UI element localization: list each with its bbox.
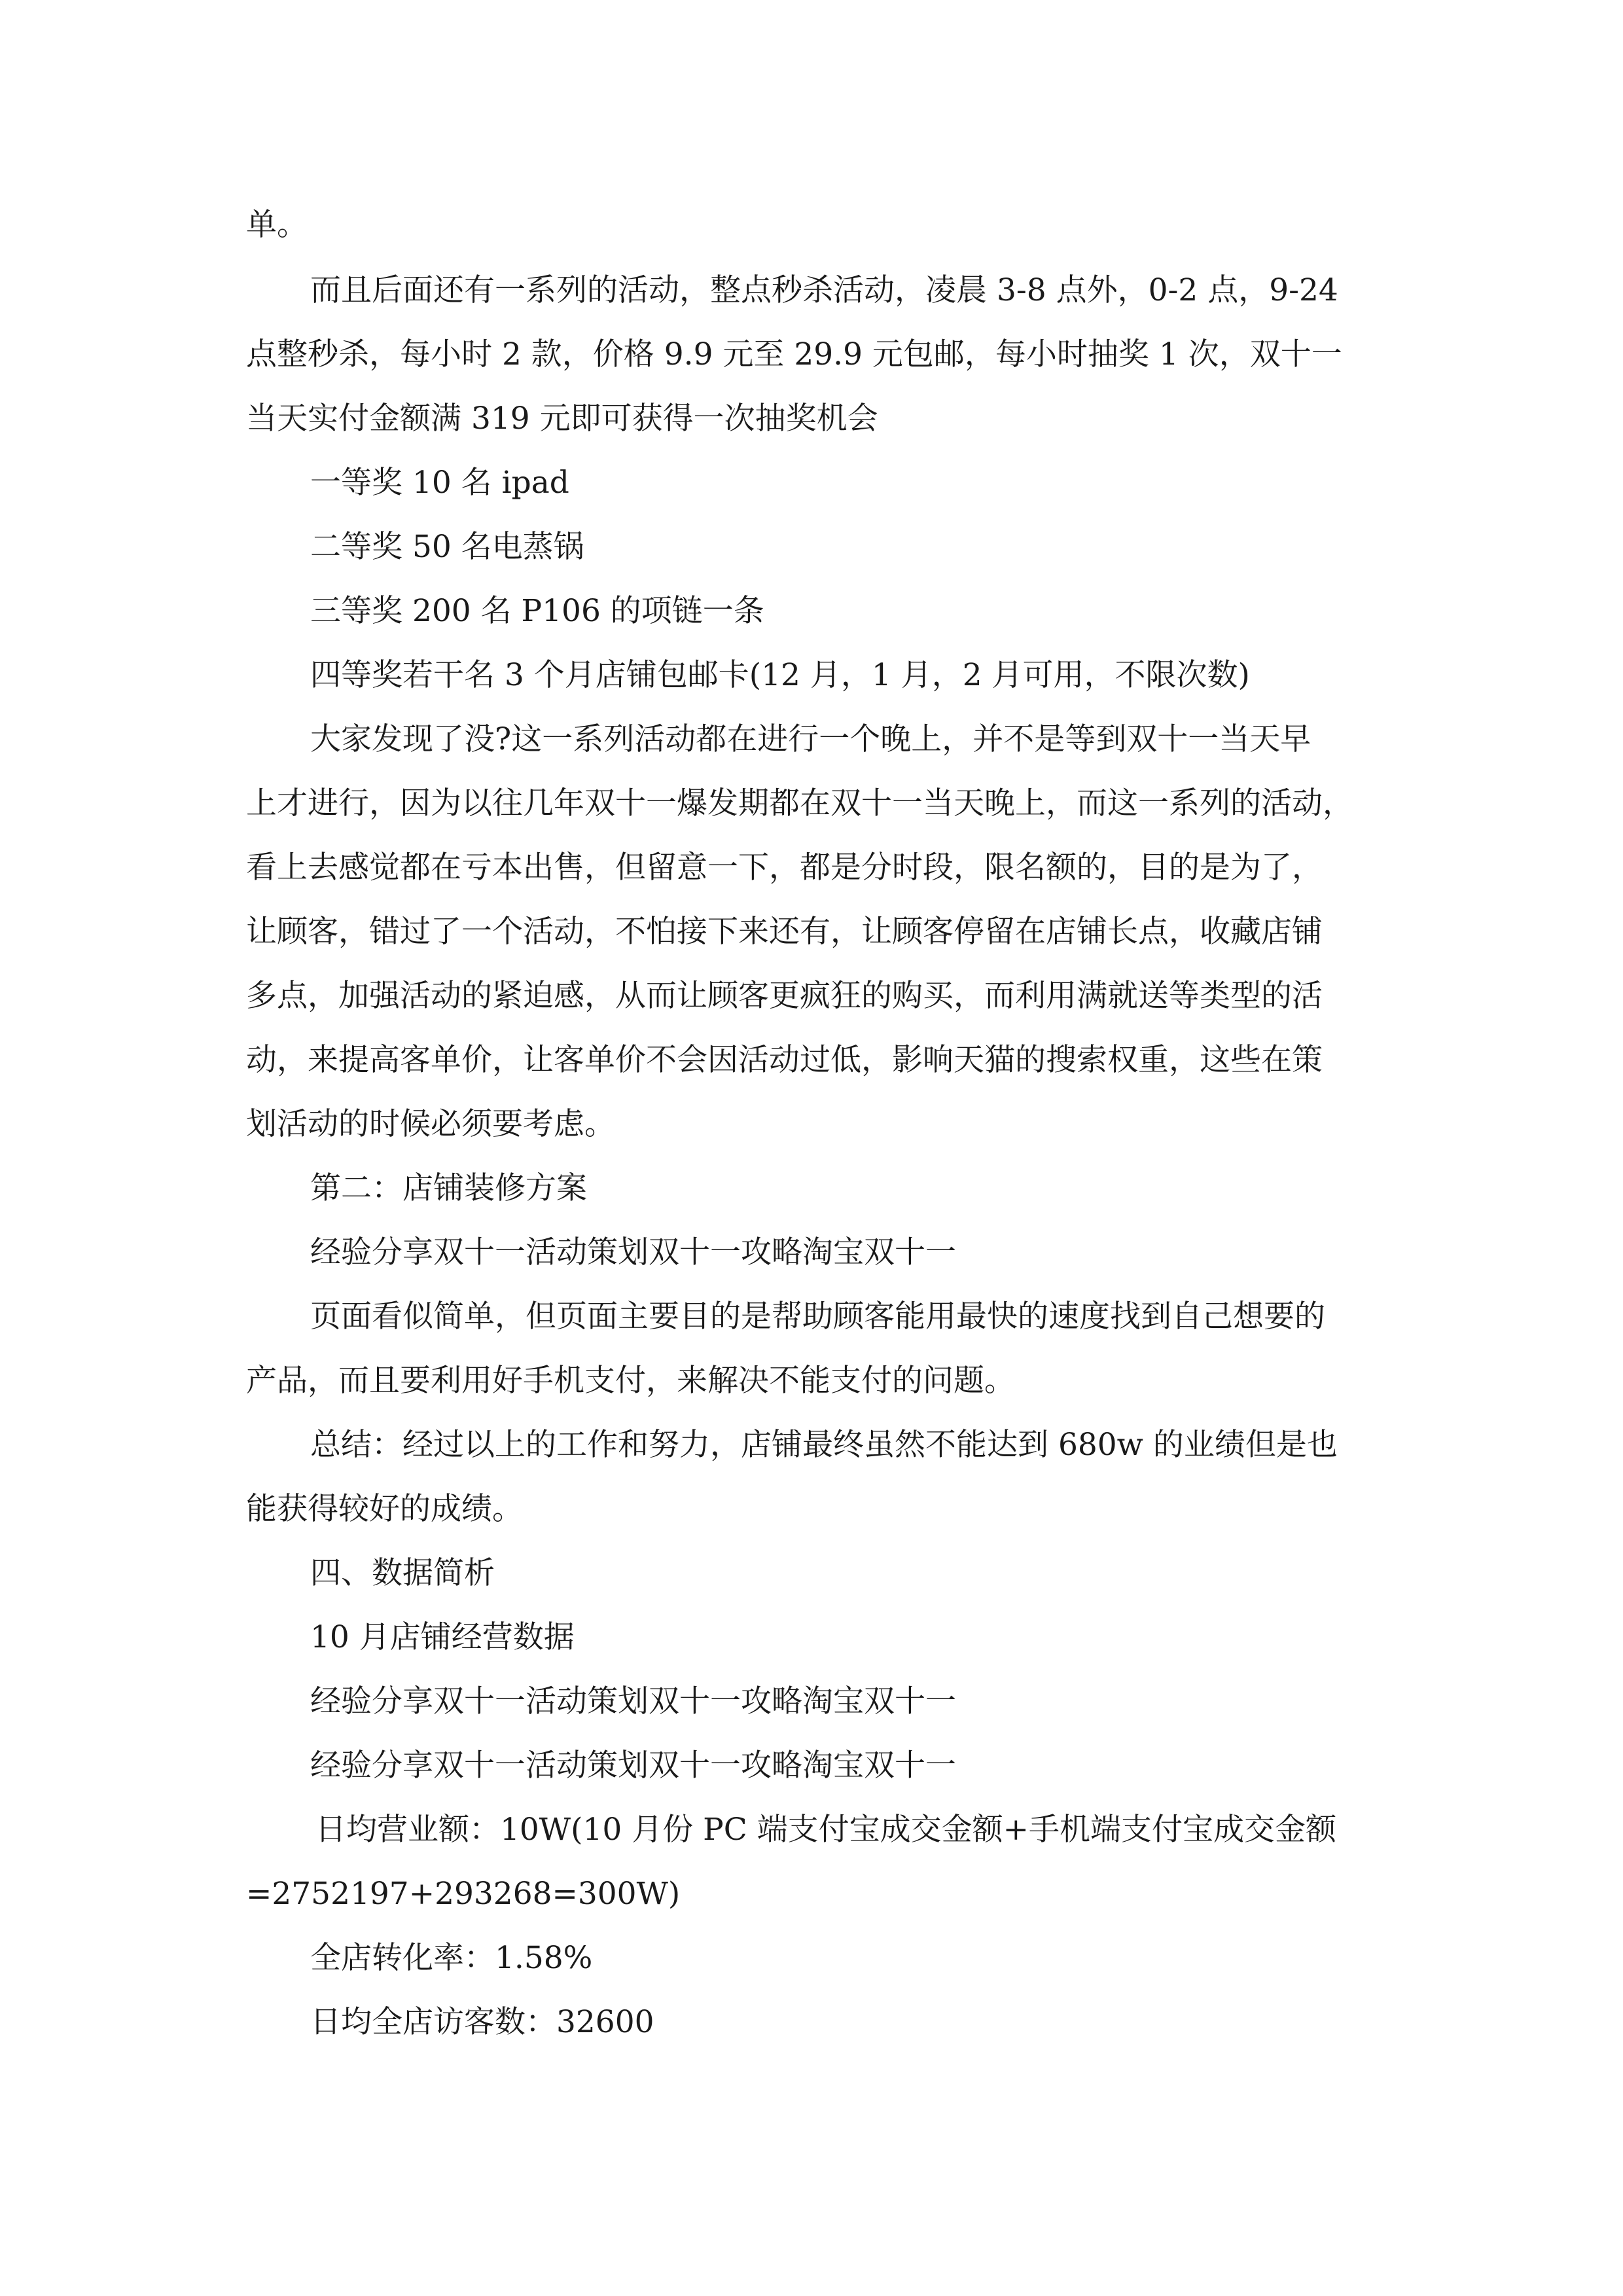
section-heading: 四、数据简析	[310, 1555, 495, 1591]
text-line: 日均营业额：10W(10 月份 PC 端支付宝成交金额+手机端支付宝成交金额	[315, 1812, 1337, 1848]
text-line: 大家发现了没?这一系列活动都在进行一个晚上，并不是等到双十一当天早	[310, 721, 1311, 757]
text-line: 四等奖若干名 3 个月店铺包邮卡(12 月，1 月，2 月可用，不限次数)	[310, 657, 1250, 693]
text-line: 划活动的时候必须要考虑。	[246, 1106, 615, 1142]
text-line: 单。	[246, 207, 308, 243]
text-line: 动，来提高客单价，让客单价不会因活动过低，影响天猫的搜索权重，这些在策	[246, 1042, 1323, 1078]
text-line: 全店转化率：1.58%	[310, 1940, 593, 1976]
text-line: 能获得较好的成绩。	[246, 1491, 523, 1527]
text-line: 当天实付金额满 319 元即可获得一次抽奖机会	[246, 401, 878, 437]
text-line: 看上去感觉都在亏本出售，但留意一下，都是分时段，限名额的，目的是为了，	[246, 850, 1323, 886]
text-line: 经验分享双十一活动策划双十一攻略淘宝双十一	[310, 1234, 956, 1270]
text-line: 总结：经过以上的工作和努力，店铺最终虽然不能达到 680w 的业绩但是也	[310, 1427, 1338, 1463]
text-line: 日均全店访客数：32600	[310, 2004, 654, 2040]
text-line: 产品，而且要利用好手机支付，来解决不能支付的问题。	[246, 1363, 1015, 1399]
text-line: 而且后面还有一系列的活动，整点秒杀活动，凌晨 3-8 点外，0-2 点，9-24	[310, 272, 1338, 308]
text-line: 上才进行，因为以往几年双十一爆发期都在双十一当天晚上，而这一系列的活动，	[246, 785, 1353, 821]
text-line: 点整秒杀，每小时 2 款，价格 9.9 元至 29.9 元包邮，每小时抽奖 1 次，双十一	[246, 336, 1342, 372]
text-line: 经验分享双十一活动策划双十一攻略淘宝双十一	[310, 1683, 956, 1719]
text-line: 页面看似简单，但页面主要目的是帮助顾客能用最快的速度找到自己想要的	[310, 1299, 1325, 1335]
text-line: =2752197+293268=300W)	[246, 1876, 681, 1912]
text-line: 让顾客，错过了一个活动，不怕接下来还有，让顾客停留在店铺长点，收藏店铺	[246, 914, 1323, 950]
text-line: 一等奖 10 名 ipad	[310, 465, 569, 501]
text-line: 多点，加强活动的紧迫感，从而让顾客更疯狂的购买，而利用满就送等类型的活	[246, 978, 1323, 1014]
text-line: 三等奖 200 名 P106 的项链一条	[310, 593, 764, 629]
text-line: 10 月店铺经营数据	[310, 1619, 575, 1655]
text-line: 二等奖 50 名电蒸锅	[310, 529, 584, 565]
section-heading: 第二：店铺装修方案	[310, 1170, 587, 1206]
text-line: 经验分享双十一活动策划双十一攻略淘宝双十一	[310, 1748, 956, 1784]
